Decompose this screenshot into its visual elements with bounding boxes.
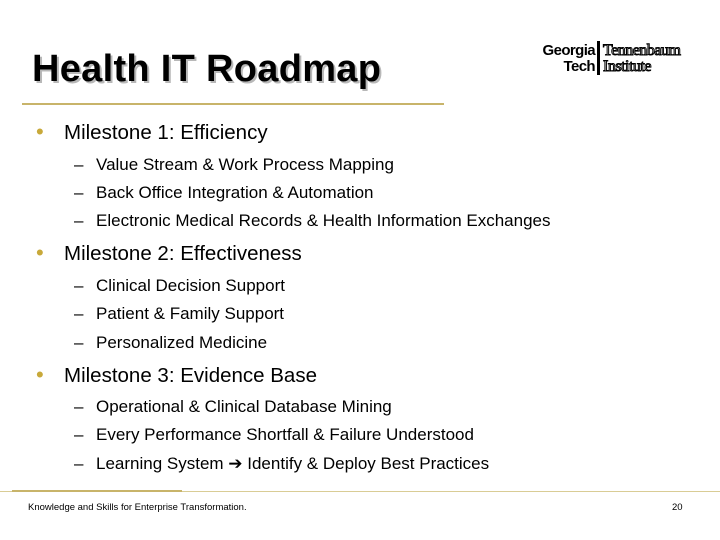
georgia-tech-tennenbaum-logo [533,41,693,75]
bullet-icon: • [36,240,44,265]
logo-tennenbaum-text: Tennenbaum [603,42,681,59]
logo-institute-text: Institute [603,58,651,75]
bullet-icon: • [36,119,44,144]
footer-accent-rule [12,490,182,492]
dash-icon: – [74,454,84,473]
georgia-tech-wordmark [533,43,595,75]
tennenbaum-institute-wordmark [603,43,680,75]
bullet-icon: • [36,362,44,387]
logo-georgia-text: Georgia [542,42,595,59]
dash-icon: – [74,211,84,230]
list-item-text: Back Office Integration & Automation [96,183,374,202]
list-item-text: Operational & Clinical Database Mining [96,397,392,416]
list-item-text: Learning System ➔ Identify & Deploy Best Practices [96,454,490,473]
dash-icon: – [74,333,84,352]
list-item-text: Patient & Family Support [96,304,285,323]
dash-icon: – [74,183,84,202]
logo-divider [597,41,600,75]
dash-icon: – [74,276,84,295]
milestone-label: Milestone 1: Efficiency [64,121,268,144]
title-underline [22,103,444,105]
dash-icon: – [74,397,84,416]
milestone-label: Milestone 2: Effectiveness [64,242,302,265]
list-item-text: Value Stream & Work Process Mapping [96,155,394,174]
footer-text: Knowledge and Skills for Enterprise Transformation. [28,502,247,513]
dash-icon: – [74,304,84,323]
list-item-text: Electronic Medical Records & Health Information Exchanges [96,211,551,230]
logo-tech-text: Tech [563,58,595,75]
list-item-text: Every Performance Shortfall & Failure Understood [96,425,474,444]
dash-icon: – [74,425,84,444]
dash-icon: – [74,155,84,174]
page-number: 20 [672,502,683,513]
slide-title: Health IT Roadmap [32,48,382,90]
list-item-text: Clinical Decision Support [96,276,285,295]
milestone-label: Milestone 3: Evidence Base [64,364,317,387]
list-item-text: Personalized Medicine [96,333,268,352]
